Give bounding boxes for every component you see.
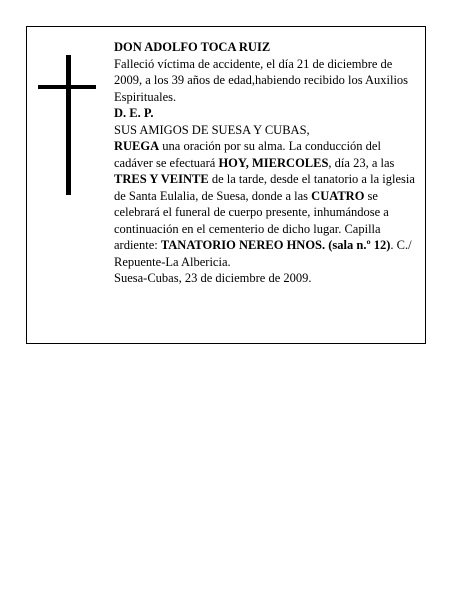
cross-vertical-bar [66, 55, 71, 195]
rip-line: D. E. P. [114, 106, 154, 120]
obituary-notice [26, 26, 426, 344]
ruega-label: RUEGA [114, 139, 160, 153]
funeral-day: HOY, MIERCOLES [218, 155, 329, 170]
notice-text [114, 39, 420, 287]
funeral-mass-time: CUATRO [311, 188, 365, 203]
chapel-address: . C./ Repuente-La Albericia. [114, 238, 412, 269]
closing-line: Suesa-Cubas, 23 de diciembre de 2009. [114, 271, 312, 285]
chapel-name: TANATORIO NEREO HNOS. (sala n.º 12) [160, 238, 391, 252]
deceased-name: DON ADOLFO TOCA RUIZ [114, 40, 271, 54]
funeral-text-1: una oración por su alma. La conducción del cadáver se efectuará [114, 139, 381, 170]
funeral-time: TRES Y VEINTE [114, 172, 209, 186]
funeral-text-2: , día 23, a las [328, 155, 395, 170]
death-intro: Falleció víctima de accidente, el día 21 de diciembre de 2009, a los 39 años de edad,habiendo recibido los Auxilios Espirituales. [114, 56, 409, 104]
cross-horizontal-bar [38, 85, 96, 89]
friends-line: SUS AMIGOS DE SUESA Y CUBAS, [114, 122, 310, 137]
funeral-text-3: de la tarde, desde el tanatorio a la iglesia de Santa Eulalia, de Suesa, donde a las [114, 172, 415, 203]
funeral-details [114, 138, 420, 270]
funeral-text-4: se celebrará el funeral de cuerpo presente, inhumándose a continuación en el cementerio de dicho lugar. Capilla ardiente: [114, 188, 389, 252]
